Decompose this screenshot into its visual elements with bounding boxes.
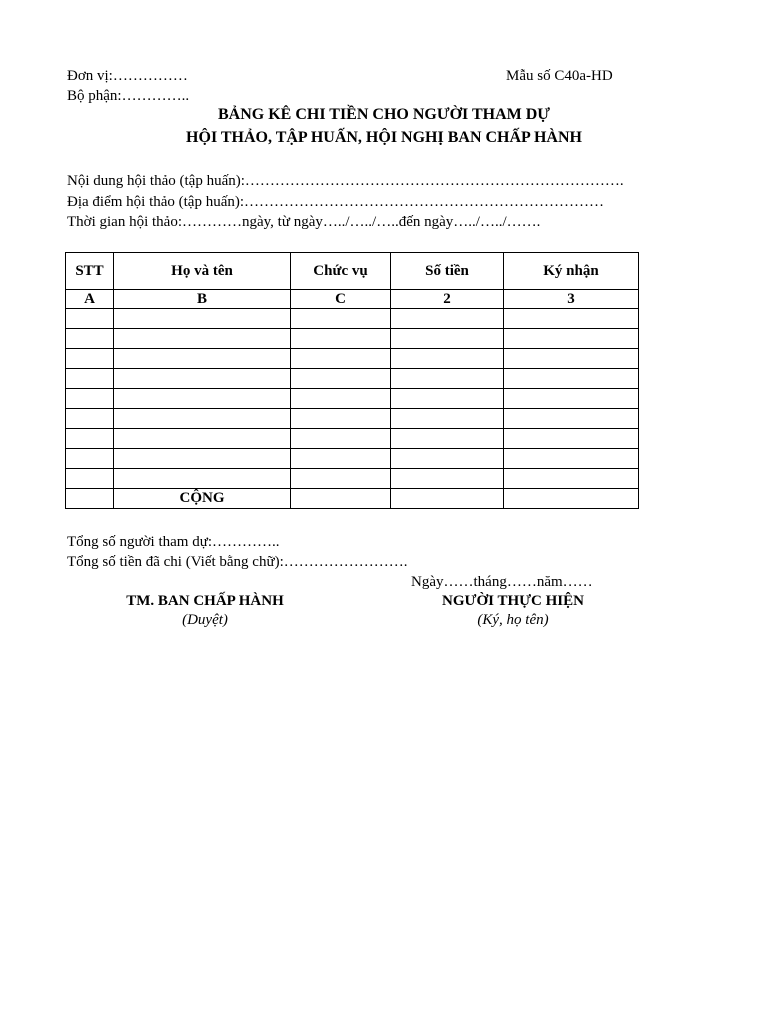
- table-cell[interactable]: [391, 389, 504, 409]
- table-cell[interactable]: [114, 309, 291, 329]
- header-name: Họ và tên: [114, 253, 291, 290]
- approver-signature-block: [100, 593, 310, 629]
- time-field: Thời gian hội thảo:…………ngày, từ ngày…../…../…..đến ngày…../…../…….: [67, 214, 541, 230]
- total-row: [66, 489, 639, 509]
- code-c: C: [291, 290, 391, 309]
- table-cell[interactable]: [114, 429, 291, 449]
- table-row: [66, 469, 639, 489]
- table-row: [66, 389, 639, 409]
- table-row: [66, 409, 639, 429]
- table-cell[interactable]: [291, 449, 391, 469]
- document-title-line2: HỘI THẢO, TẬP HUẤN, HỘI NGHỊ BAN CHẤP HÀNH: [186, 129, 582, 146]
- table-row: [66, 429, 639, 449]
- table-cell[interactable]: [504, 349, 639, 369]
- department-field: Bộ phận:…………..: [67, 88, 190, 104]
- table-cell[interactable]: [391, 409, 504, 429]
- table-cell[interactable]: [291, 489, 391, 509]
- table-cell[interactable]: [504, 369, 639, 389]
- table-cell[interactable]: [114, 329, 291, 349]
- column-code-row: [66, 290, 639, 309]
- table-cell[interactable]: [391, 469, 504, 489]
- table-cell[interactable]: [504, 469, 639, 489]
- table-cell[interactable]: [391, 309, 504, 329]
- header-position: Chức vụ: [291, 253, 391, 290]
- total-amount-cell[interactable]: [391, 489, 504, 509]
- code-b: B: [114, 290, 291, 309]
- code-a: A: [66, 290, 114, 309]
- table-cell[interactable]: [291, 369, 391, 389]
- header-stt: STT: [66, 253, 114, 290]
- table-cell[interactable]: [114, 449, 291, 469]
- table-cell[interactable]: [66, 429, 114, 449]
- table-row: [66, 349, 639, 369]
- table-cell[interactable]: [504, 329, 639, 349]
- table-cell[interactable]: [114, 389, 291, 409]
- table-cell[interactable]: [504, 429, 639, 449]
- table-cell[interactable]: [66, 389, 114, 409]
- table-cell[interactable]: [391, 449, 504, 469]
- table-cell[interactable]: [291, 469, 391, 489]
- table-cell[interactable]: [291, 409, 391, 429]
- table-cell[interactable]: [66, 369, 114, 389]
- content-field: Nội dung hội thảo (tập huấn):………………………………………………………………….: [67, 173, 624, 189]
- table-cell[interactable]: [291, 429, 391, 449]
- location-field: Địa điểm hội thảo (tập huấn):………………………………………………………………: [67, 194, 605, 210]
- table-cell[interactable]: [114, 369, 291, 389]
- table-cell[interactable]: [391, 349, 504, 369]
- executor-note: (Ký, họ tên): [477, 612, 549, 628]
- amount-in-words-field: Tổng số tiền đã chi (Viết bằng chữ):…………………….: [67, 554, 408, 570]
- approver-title: TM. BAN CHẤP HÀNH: [126, 593, 284, 609]
- executor-title: NGƯỜI THỰC HIỆN: [442, 593, 584, 609]
- table-row: [66, 329, 639, 349]
- table-cell[interactable]: [291, 389, 391, 409]
- table-cell[interactable]: [114, 349, 291, 369]
- unit-field: Đơn vị:……………: [67, 68, 188, 84]
- table-cell[interactable]: [66, 469, 114, 489]
- document-title-line1: BẢNG KÊ CHI TIỀN CHO NGƯỜI THAM DỰ: [217, 106, 551, 123]
- table-row: [66, 309, 639, 329]
- table-cell[interactable]: [504, 309, 639, 329]
- table-cell[interactable]: [66, 309, 114, 329]
- table-cell[interactable]: [66, 349, 114, 369]
- table-cell[interactable]: [504, 449, 639, 469]
- table-header-row: [66, 253, 639, 290]
- approver-note: (Duyệt): [182, 612, 228, 628]
- table-cell[interactable]: [504, 409, 639, 429]
- header-signature: Ký nhận: [504, 253, 639, 290]
- table-cell[interactable]: [114, 469, 291, 489]
- table-cell[interactable]: [391, 369, 504, 389]
- table-cell[interactable]: [114, 409, 291, 429]
- table-cell[interactable]: [66, 409, 114, 429]
- table-cell[interactable]: [504, 389, 639, 409]
- table-cell[interactable]: [291, 309, 391, 329]
- header-amount: Số tiền: [391, 253, 504, 290]
- table-cell[interactable]: [66, 449, 114, 469]
- executor-signature-block: [408, 593, 618, 629]
- table-row: [66, 449, 639, 469]
- table-cell[interactable]: [291, 349, 391, 369]
- date-line: Ngày……tháng……năm……: [411, 574, 593, 590]
- table-cell[interactable]: [504, 489, 639, 509]
- form-code: Mẫu số C40a-HD: [506, 68, 613, 84]
- code-2: 2: [391, 290, 504, 309]
- table-cell: [66, 489, 114, 509]
- table-cell[interactable]: [291, 329, 391, 349]
- payment-table: [65, 252, 639, 509]
- table-row: [66, 369, 639, 389]
- table-cell[interactable]: [66, 329, 114, 349]
- total-label: CỘNG: [114, 489, 291, 509]
- table-cell[interactable]: [391, 329, 504, 349]
- table-cell[interactable]: [391, 429, 504, 449]
- attendee-count-field: Tổng số người tham dự:…………..: [67, 534, 280, 550]
- code-3: 3: [504, 290, 639, 309]
